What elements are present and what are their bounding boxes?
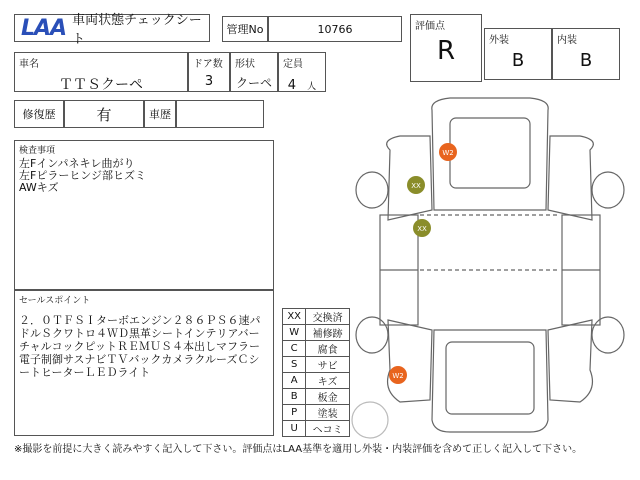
- repair-history-label: 修復歴: [14, 100, 64, 128]
- repair-history-value: 有: [64, 100, 144, 128]
- damage-marker-label: W2: [392, 372, 404, 380]
- legend-row: [283, 405, 350, 421]
- company-logo: LAA: [21, 15, 67, 41]
- car-damage-diagram: [350, 90, 630, 440]
- overall-rating-value: R: [436, 36, 456, 66]
- right-front-wheel: [592, 172, 624, 208]
- shape-value: クーペ: [235, 76, 272, 90]
- legend-code: S: [283, 357, 306, 373]
- damage-marker: [407, 176, 425, 194]
- legend-meaning: 交換済: [306, 309, 350, 325]
- damage-marker-label: W2: [442, 149, 454, 157]
- legend-meaning: ヘコミ: [306, 421, 350, 437]
- right-front-fender: [548, 136, 593, 220]
- right-rear-fender: [548, 320, 592, 402]
- left-rear-wheel: [356, 317, 388, 353]
- left-front-wheel: [356, 172, 388, 208]
- legend-row: [283, 341, 350, 357]
- doors-label: ドア数: [193, 59, 223, 70]
- legend-meaning: 板金: [306, 389, 350, 405]
- capacity-unit: 人: [307, 82, 317, 92]
- interior-rating-value: B: [579, 50, 593, 71]
- car-rear-outline: [432, 330, 548, 432]
- legend-meaning: 補修跡: [306, 325, 350, 341]
- doors-box: [188, 52, 230, 92]
- exterior-rating-box: [484, 28, 552, 80]
- vehicle-name-label: 車名: [19, 59, 39, 70]
- management-no-value: 10766: [268, 16, 402, 42]
- right-rear-wheel: [592, 317, 624, 353]
- damage-marker: [439, 143, 457, 161]
- legend-code: A: [283, 373, 306, 389]
- exterior-rating-label: 外装: [489, 35, 509, 46]
- vehicle-history-label: 車歴: [144, 100, 176, 128]
- capacity-label: 定員: [283, 59, 303, 70]
- management-no-label: 管理No: [222, 16, 268, 42]
- legend-row: [283, 373, 350, 389]
- capacity-box: [278, 52, 326, 92]
- overall-rating-label: 評価点: [415, 21, 445, 32]
- footer-note: ※撮影を前提に大きく読みやすく記入して下さい。評価点はLAA基準を適用し外装・内装評価を含めて正しく記入して下さい。: [14, 444, 583, 455]
- header-title-box: [14, 13, 210, 47]
- legend-row: [283, 325, 350, 341]
- legend-row: [283, 309, 350, 325]
- legend-meaning: サビ: [306, 357, 350, 373]
- damage-marker: [389, 366, 407, 384]
- shape-label: 形状: [235, 59, 255, 70]
- legend-meaning: 腐食: [306, 341, 350, 357]
- capacity-value: 4: [287, 78, 297, 93]
- legend-row: [283, 357, 350, 373]
- sales-points-text: ２．０ＴＦＳＩターボエンジン２８６ＰＳ６速パドルＳクワトロ４ＷＤ黒革シートインテリアバーチャルコックピットＲＥＭＵＳ４本出しマフラー電子制御サスナビＴＶバックカメラクルーズＣシートヒーターＬＥＤライト: [19, 314, 261, 379]
- damage-marker-label: XX: [411, 182, 421, 190]
- inspection-notes-label: 検査事項: [19, 146, 56, 156]
- exterior-rating-value: B: [511, 50, 525, 71]
- legend-code: U: [283, 421, 306, 437]
- sales-points-label: セールスポイント: [19, 296, 91, 306]
- overall-rating-box: [410, 14, 482, 82]
- sales-points-box: [14, 290, 274, 436]
- spare-tire-circle: [352, 402, 388, 438]
- vehicle-history-value: [176, 100, 264, 128]
- legend-code: P: [283, 405, 306, 421]
- trunk-panel: [446, 342, 534, 414]
- legend-row: [283, 421, 350, 437]
- damage-marker-label: XX: [417, 225, 427, 233]
- shape-box: [230, 52, 278, 92]
- legend-meaning: 塗装: [306, 405, 350, 421]
- doors-value: 3: [204, 74, 214, 89]
- vehicle-name-value: ＴＴＳクーペ: [59, 77, 143, 93]
- inspection-notes-text: 左Fインパネキレ曲がり 左Fピラーヒンジ部ヒズミ AWキズ: [19, 157, 147, 194]
- legend-code: XX: [283, 309, 306, 325]
- legend-code: C: [283, 341, 306, 357]
- left-front-fender: [387, 136, 432, 220]
- interior-rating-label: 内装: [557, 35, 577, 46]
- interior-rating-box: [552, 28, 620, 80]
- legend-code: W: [283, 325, 306, 341]
- legend-code: B: [283, 389, 306, 405]
- sheet-title: 車両状態チェックシート: [72, 13, 202, 47]
- damage-legend-table: [282, 308, 350, 437]
- damage-marker: [413, 219, 431, 237]
- left-rear-fender: [388, 320, 432, 402]
- roof-panel: [450, 118, 530, 188]
- inspection-notes-box: [14, 140, 274, 290]
- legend-row: [283, 389, 350, 405]
- legend-meaning: キズ: [306, 373, 350, 389]
- vehicle-name-box: [14, 52, 188, 92]
